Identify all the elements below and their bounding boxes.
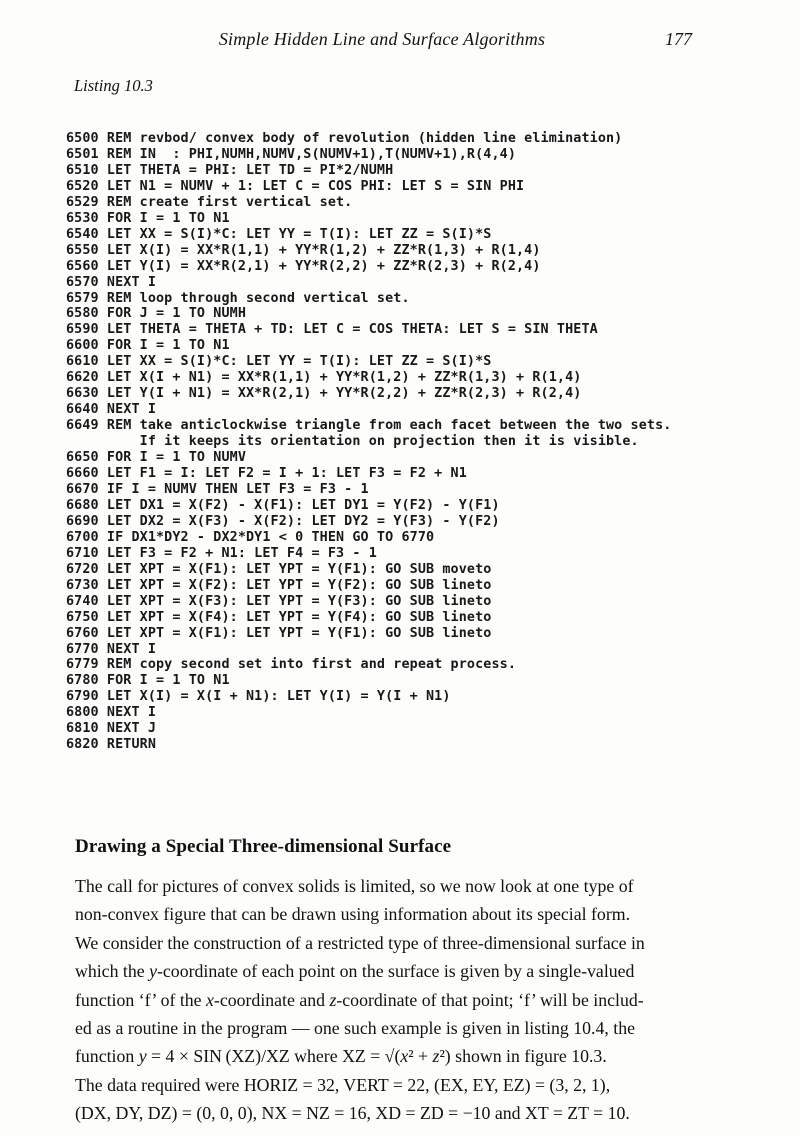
page-number: 177 (665, 29, 692, 49)
code-line: 6779 REM copy second set into first and repeat process. (66, 657, 517, 673)
code-line: 6780 FOR I = 1 TO N1 (66, 673, 230, 689)
code-line: 6530 FOR I = 1 TO N1 (66, 210, 230, 226)
listing-label: Listing 10.3 (74, 76, 153, 95)
code-line: 6680 LET DX1 = X(F2) - X(F1): LET DY1 = Y(F2) - Y(F1) (66, 497, 500, 513)
code-line: 6730 LET XPT = X(F2): LET YPT = Y(F2): GO SUB lineto (66, 577, 492, 593)
code-line: 6660 LET F1 = I: LET F2 = I + 1: LET F3 = F2 + N1 (66, 466, 467, 482)
code-line: 6720 LET XPT = X(F1): LET YPT = Y(F1): GO SUB moveto (66, 561, 492, 577)
paragraph-line: (DX, DY, DZ) = (0, 0, 0), NX = NZ = 16, XD = ZD = −10 and XT = ZT = 10. (75, 1103, 630, 1124)
code-line: 6560 LET Y(I) = XX*R(2,1) + YY*R(2,2) + ZZ*R(2,3) + R(2,4) (66, 258, 541, 274)
code-line: 6630 LET Y(I + N1) = XX*R(2,1) + YY*R(2,2) + ZZ*R(2,3) + R(2,4) (66, 386, 582, 402)
code-line: 6590 LET THETA = THETA + TD: LET C = COS THETA: LET S = SIN THETA (66, 322, 598, 338)
code-listing (66, 131, 671, 753)
code-line: 6600 FOR I = 1 TO N1 (66, 338, 230, 354)
paragraph-line: We consider the construction of a restricted type of three-dimensional surface in (75, 932, 645, 953)
code-line: 6620 LET X(I + N1) = XX*R(1,1) + YY*R(1,2) + ZZ*R(1,3) + R(1,4) (66, 370, 582, 386)
code-line: 6570 NEXT I (66, 274, 157, 290)
code-line: 6790 LET X(I) = X(I + N1): LET Y(I) = Y(I + N1) (66, 689, 451, 705)
code-line: If it keeps its orientation on projection then it is visible. (66, 434, 639, 450)
code-line: 6529 REM create first vertical set. (66, 194, 353, 210)
running-head-title: Simple Hidden Line and Surface Algorithms (218, 29, 546, 49)
code-line: 6710 LET F3 = F2 + N1: LET F4 = F3 - 1 (66, 545, 377, 561)
code-line: 6550 LET X(I) = XX*R(1,1) + YY*R(1,2) + ZZ*R(1,3) + R(1,4) (66, 242, 541, 258)
code-line: 6501 REM IN : PHI,NUMH,NUMV,S(NUMV+1),T(NUMV+1),R(4,4) (66, 146, 517, 162)
code-line: 6740 LET XPT = X(F3): LET YPT = Y(F3): GO SUB lineto (66, 593, 492, 609)
code-line: 6500 REM revbod/ convex body of revolution (hidden line elimination) (66, 131, 623, 146)
code-line: 6750 LET XPT = X(F4): LET YPT = Y(F4): GO SUB lineto (66, 609, 492, 625)
code-line: 6579 REM loop through second vertical set. (66, 290, 410, 306)
paragraph-line: The data required were HORIZ = 32, VERT = 22, (EX, EY, EZ) = (3, 2, 1), (75, 1074, 611, 1095)
code-line: 6800 NEXT I (66, 705, 157, 721)
paragraph-line: The call for pictures of convex solids is limited, so we now look at one type of (75, 876, 634, 896)
code-line: 6540 LET XX = S(I)*C: LET YY = T(I): LET ZZ = S(I)*S (66, 226, 492, 242)
section-heading: Drawing a Special Three-dimensional Surface (75, 836, 452, 857)
paragraph-line: non-convex figure that can be drawn using information about its special form. (75, 904, 631, 925)
code-line: 6670 IF I = NUMV THEN LET F3 = F3 - 1 (66, 481, 369, 497)
paragraph-line: which the y-coordinate of each point on the surface is given by a single-valued (75, 961, 635, 982)
body-paragraph (75, 872, 645, 1128)
code-line: 6820 RETURN (66, 737, 157, 753)
paragraph-line: function y = 4 × SIN (XZ)/XZ where XZ = √(x² + z²) shown in figure 10.3. (75, 1046, 607, 1067)
code-line: 6650 FOR I = 1 TO NUMV (66, 450, 247, 466)
code-line: 6610 LET XX = S(I)*C: LET YY = T(I): LET ZZ = S(I)*S (66, 354, 492, 370)
code-line: 6649 REM take anticlockwise triangle from each facet between the two sets. (66, 418, 672, 434)
code-line: 6640 NEXT I (66, 402, 157, 418)
code-line: 6690 LET DX2 = X(F3) - X(F2): LET DY2 = Y(F3) - Y(F2) (66, 513, 500, 529)
code-line: 6760 LET XPT = X(F1): LET YPT = Y(F1): GO SUB lineto (66, 625, 492, 641)
code-line: 6580 FOR J = 1 TO NUMH (66, 306, 247, 322)
code-line: 6510 LET THETA = PHI: LET TD = PI*2/NUMH (66, 162, 394, 178)
paragraph-line: ed as a routine in the program — one such example is given in listing 10.4, the (75, 1018, 635, 1039)
code-line: 6700 IF DX1*DY2 - DX2*DY1 < 0 THEN GO TO 6770 (66, 529, 435, 545)
code-line: 6520 LET N1 = NUMV + 1: LET C = COS PHI: LET S = SIN PHI (66, 178, 525, 194)
code-line: 6810 NEXT J (66, 721, 157, 737)
paragraph-line: function ‘f’ of the x-coordinate and z-coordinate of that point; ‘f’ will be includ- (75, 989, 644, 1010)
code-line: 6770 NEXT I (66, 641, 157, 657)
